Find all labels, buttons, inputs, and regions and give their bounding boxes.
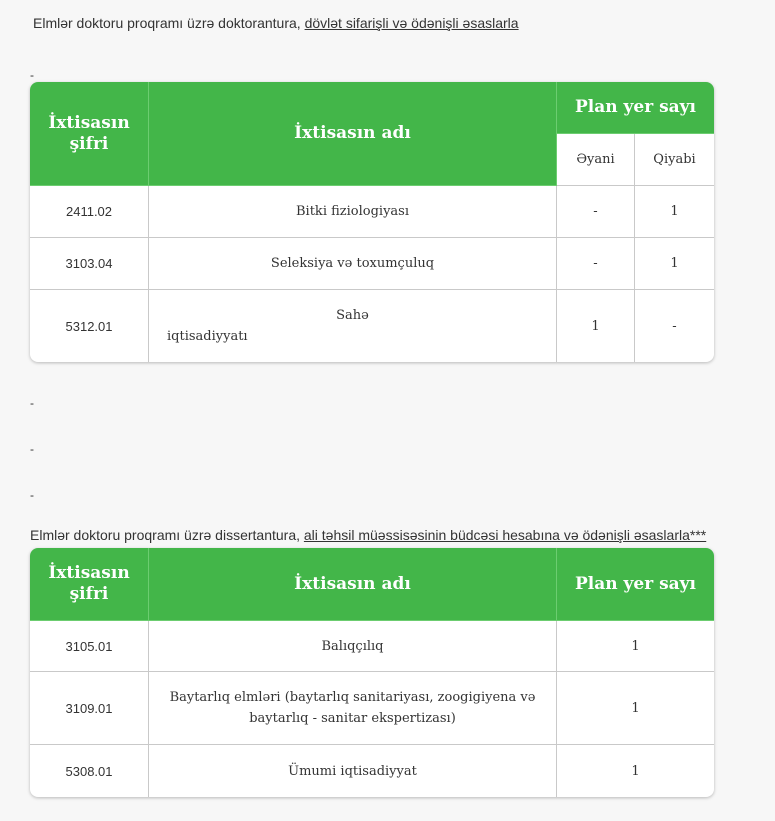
dissertantura-table (30, 548, 714, 797)
table-row (30, 672, 714, 745)
header-name: İxtisasın adı (149, 82, 557, 186)
section2-intro (30, 527, 706, 543)
section1-intro-text: Elmlər doktoru proqramı üzrə doktorantura, (33, 15, 305, 31)
row-name: Seleksiya və toxumçuluq (149, 238, 557, 290)
row-plan: 1 (557, 672, 714, 745)
row-name-line2: iqtisadiyyatı (167, 329, 248, 344)
header-qiyabi: Qiyabi (635, 134, 714, 186)
row-name: Baytarlıq elmləri (baytarlıq sanitariyası, zoogigiyena və baytarlıq - sanitar ekspertizası) (149, 672, 557, 745)
row-qiyabi: 1 (635, 186, 714, 238)
dash-separator: - (30, 396, 34, 410)
header-code: İxtisasın şifri (30, 548, 149, 621)
header-code: İxtisasın şifri (30, 82, 149, 186)
doctorantura-table (30, 82, 714, 362)
row-qiyabi: 1 (635, 238, 714, 290)
row-name: Bitki fiziologiyası (149, 186, 557, 238)
row-code: 3105.01 (30, 621, 149, 672)
row-name-line1: Sahə (336, 308, 369, 323)
row-qiyabi: - (672, 318, 677, 334)
table-row (30, 745, 714, 797)
section1-intro (33, 15, 519, 31)
section2-intro-link[interactable]: ali təhsil müəssisəsinin büdcəsi hesabına və ödənişli əsaslarla*** (303, 527, 707, 543)
row-code: 5312.01 (30, 290, 149, 362)
section1-intro-link[interactable]: dövlət sifarişli və ödənişli əsaslarla (304, 15, 519, 31)
table-row (30, 621, 714, 672)
row-code: 2411.02 (30, 186, 149, 238)
table-row (30, 238, 714, 290)
row-name: Ümumi iqtisadiyyat (149, 745, 557, 797)
row-name (149, 290, 557, 362)
row-eyani: - (557, 186, 635, 238)
header-plan: Plan yer sayı (557, 82, 714, 134)
header-eyani: Əyani (557, 134, 635, 186)
table-row (30, 186, 714, 238)
table-row (30, 290, 714, 362)
dash-separator: - (30, 442, 34, 456)
dash-separator: - (30, 488, 34, 502)
header-plan: Plan yer sayı (557, 548, 714, 621)
row-plan: 1 (631, 763, 640, 779)
dash-separator: - (30, 68, 34, 82)
row-code: 5308.01 (30, 745, 149, 797)
row-code: 3103.04 (30, 238, 149, 290)
row-eyani: 1 (557, 290, 635, 362)
header-name: İxtisasın adı (149, 548, 557, 621)
row-eyani: - (557, 238, 635, 290)
row-name: Balıqçılıq (149, 621, 557, 672)
section2-intro-text: Elmlər doktoru proqramı üzrə dissertantura, (30, 527, 304, 543)
row-code: 3109.01 (30, 672, 149, 745)
row-plan: 1 (557, 621, 714, 672)
